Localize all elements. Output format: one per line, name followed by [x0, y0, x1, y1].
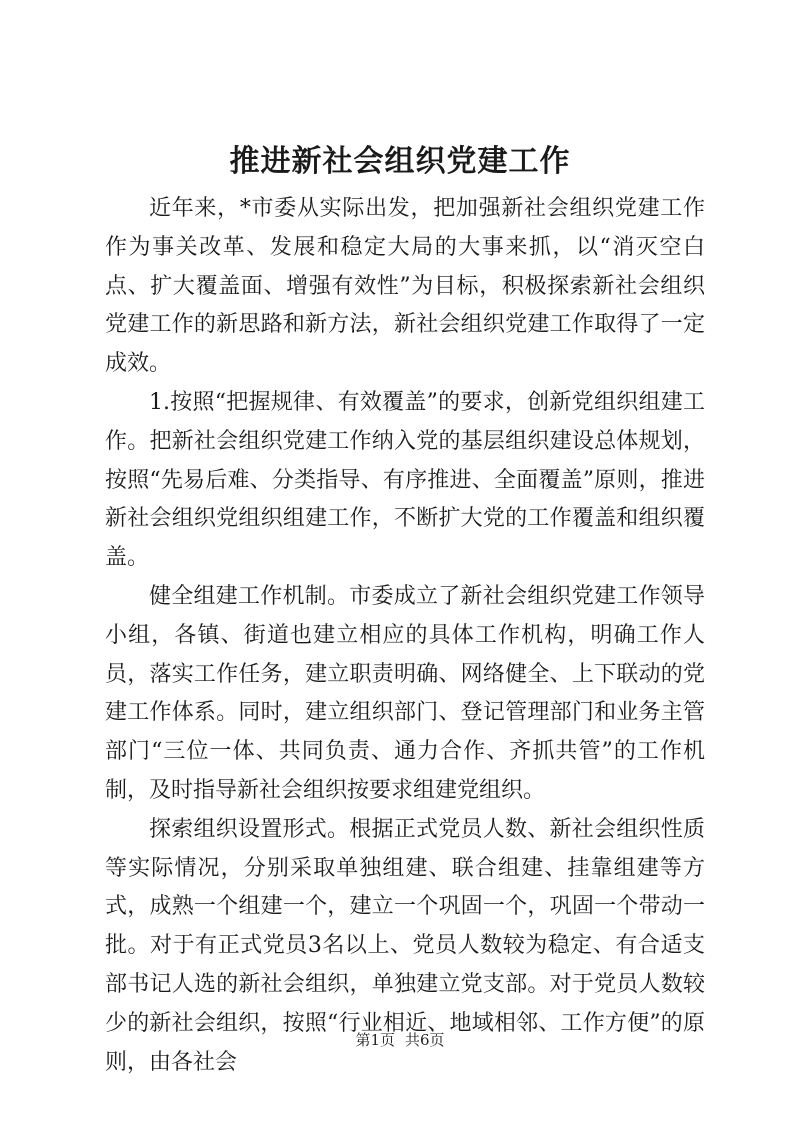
page-title: 推进新社会组织党建工作	[229, 144, 571, 179]
page-number-total: 共6页	[405, 1031, 445, 1049]
page-number-current: 第1页	[355, 1031, 395, 1049]
page-footer	[0, 1030, 800, 1050]
paragraph-organization-form: 探索组织设置形式。根据正式党员人数、新社会组织性质等实际情况，分别采取单独组建、联合组建、挂靠组建等方式，成熟一个组建一个，建立一个巩固一个，巩固一个带动一批。对于有正式党员3名以上、党员人数较为稳定、有合适支部书记人选的新社会组织，单独建立党支部。对于党员人数较少的新社会组织，按照“行业相近、地域相邻、工作方便”的原则，由各社会	[105, 816, 705, 1075]
paragraph-intro: 近年来，*市委从实际出发，把加强新社会组织党建工作作为事关改革、发展和稳定大局的大事来抓，以“消灭空白点、扩大覆盖面、增强有效性”为目标，积极探索新社会组织党建工作的新思路和新方法，新社会组织党建工作取得了一定成效。	[105, 196, 705, 377]
document-body	[105, 190, 705, 1082]
paragraph-section-1: 1.按照“把握规律、有效覆盖”的要求，创新党组织组建工作。把新社会组织党建工作纳入党的基层组织建设总体规划，按照“先易后难、分类指导、有序推进、全面覆盖”原则，推进新社会组织党组织组建工作，不断扩大党的工作覆盖和组织覆盖。	[105, 389, 705, 571]
paragraph-mechanism: 健全组建工作机制。市委成立了新社会组织党建工作领导小组，各镇、街道也建立相应的具体工作机构，明确工作人员，落实工作任务，建立职责明确、网络健全、上下联动的党建工作体系。同时，建立组织部门、登记管理部门和业务主管部门“三位一体、共同负责、通力合作、齐抓共管”的工作机制，及时指导新社会组织按要求组建党组织。	[105, 583, 705, 803]
